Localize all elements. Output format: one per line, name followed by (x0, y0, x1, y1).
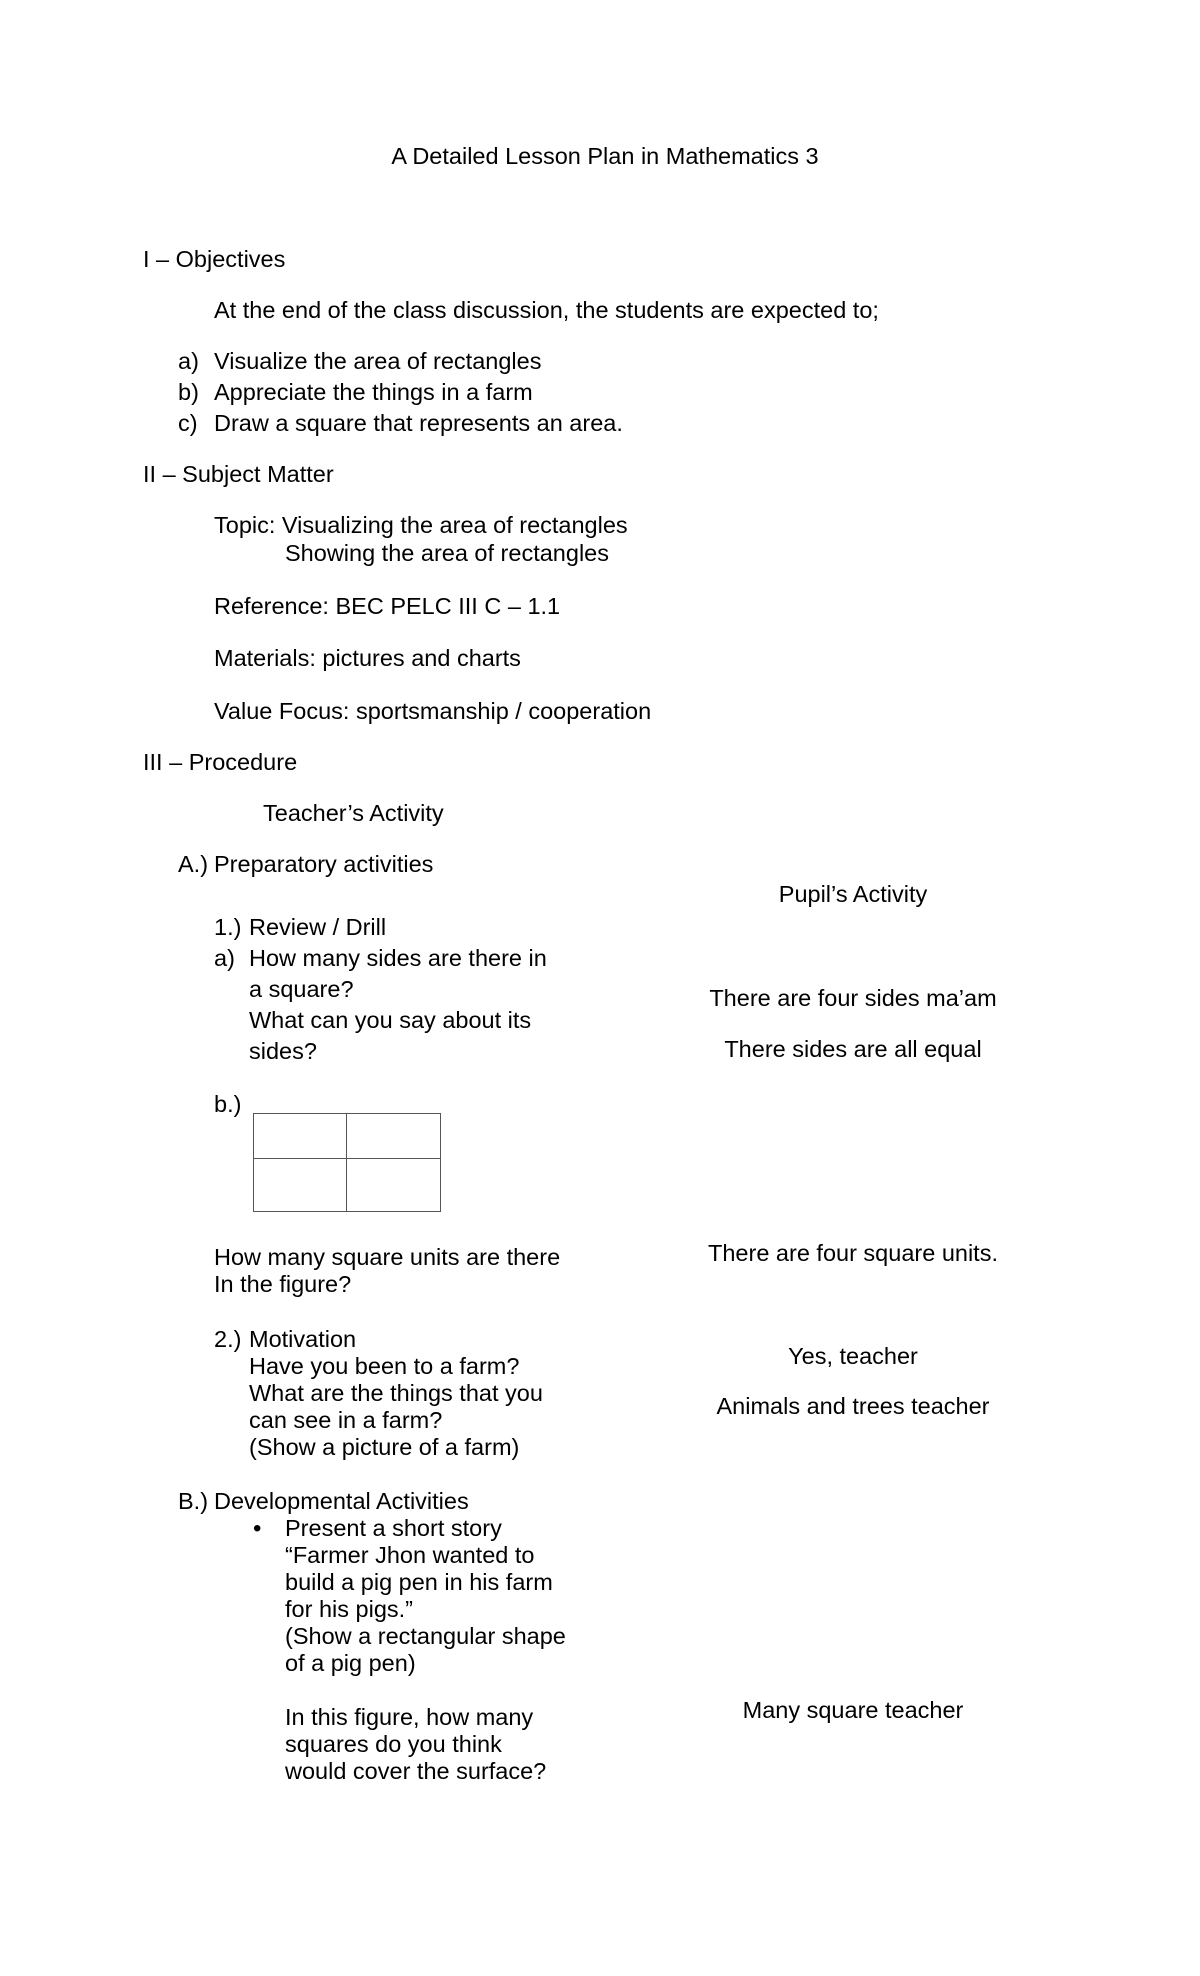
bullet-icon: • (253, 1515, 262, 1542)
question-line: How many square units are there (214, 1244, 561, 1270)
subject-matter-heading: II – Subject Matter (143, 461, 334, 487)
teacher-activity-heading: Teacher’s Activity (263, 800, 444, 826)
objectives-intro: At the end of the class discussion, the students are expected to; (214, 297, 879, 323)
materials: Materials: pictures and charts (214, 645, 521, 671)
list-marker: b.) (214, 1091, 242, 1117)
topic-line: Showing the area of rectangles (285, 540, 609, 566)
pupil-activity-heading: Pupil’s Activity (778, 881, 928, 907)
story-line: for his pigs.” (285, 1596, 413, 1622)
list-marker: a) (214, 945, 235, 971)
grid-divider (254, 1158, 440, 1159)
page-title: A Detailed Lesson Plan in Mathematics 3 (391, 143, 819, 169)
answer-animals: Animals and trees teacher (716, 1393, 990, 1419)
square-grid-figure (253, 1113, 441, 1212)
section-marker: A.) (178, 851, 209, 877)
answer-four-units: There are four square units. (708, 1240, 998, 1266)
question-line: (Show a picture of a farm) (249, 1434, 520, 1460)
question-line: Have you been to a farm? (249, 1353, 520, 1379)
section-a-label: Preparatory activities (214, 851, 434, 877)
answer-sides-equal: There sides are all equal (724, 1036, 982, 1062)
story-line: of a pig pen) (285, 1650, 416, 1676)
topic-line: Topic: Visualizing the area of rectangles (214, 512, 628, 538)
objective-item: Draw a square that represents an area. (214, 410, 623, 436)
story-line: Present a short story (285, 1515, 502, 1541)
list-marker: b) (178, 379, 199, 405)
question-line: What can you say about its (249, 1007, 532, 1033)
answer-four-sides: There are four sides ma’am (709, 985, 997, 1011)
question-line: a square? (249, 976, 354, 1002)
answer-many: Many square teacher (742, 1697, 964, 1723)
answer-yes: Yes, teacher (788, 1343, 918, 1369)
section-b-label: Developmental Activities (214, 1488, 469, 1514)
question-line: How many sides are there in (249, 945, 547, 971)
procedure-heading: III – Procedure (143, 749, 298, 775)
objective-item: Visualize the area of rectangles (214, 348, 542, 374)
question-line: sides? (249, 1038, 317, 1064)
question-line: In the figure? (214, 1271, 352, 1297)
list-marker: c) (178, 410, 198, 436)
question-line: squares do you think (285, 1731, 502, 1757)
objective-item: Appreciate the things in a farm (214, 379, 533, 405)
objectives-heading: I – Objectives (143, 246, 286, 272)
reference: Reference: BEC PELC III C – 1.1 (214, 593, 561, 619)
question-line: would cover the surface? (285, 1758, 547, 1784)
value-focus: Value Focus: sportsmanship / cooperation (214, 698, 652, 724)
story-line: (Show a rectangular shape (285, 1623, 566, 1649)
list-marker: a) (178, 348, 199, 374)
motivation-label: Motivation (249, 1326, 357, 1352)
list-marker: 2.) (214, 1326, 242, 1352)
list-marker: 1.) (214, 914, 242, 940)
grid-divider (346, 1114, 347, 1211)
question-line: can see in a farm? (249, 1407, 443, 1433)
question-line: What are the things that you (249, 1380, 543, 1406)
review-drill-label: Review / Drill (249, 914, 387, 940)
question-line: In this figure, how many (285, 1704, 534, 1730)
section-marker: B.) (178, 1488, 209, 1514)
story-line: “Farmer Jhon wanted to (285, 1542, 535, 1568)
story-line: build a pig pen in his farm (285, 1569, 553, 1595)
